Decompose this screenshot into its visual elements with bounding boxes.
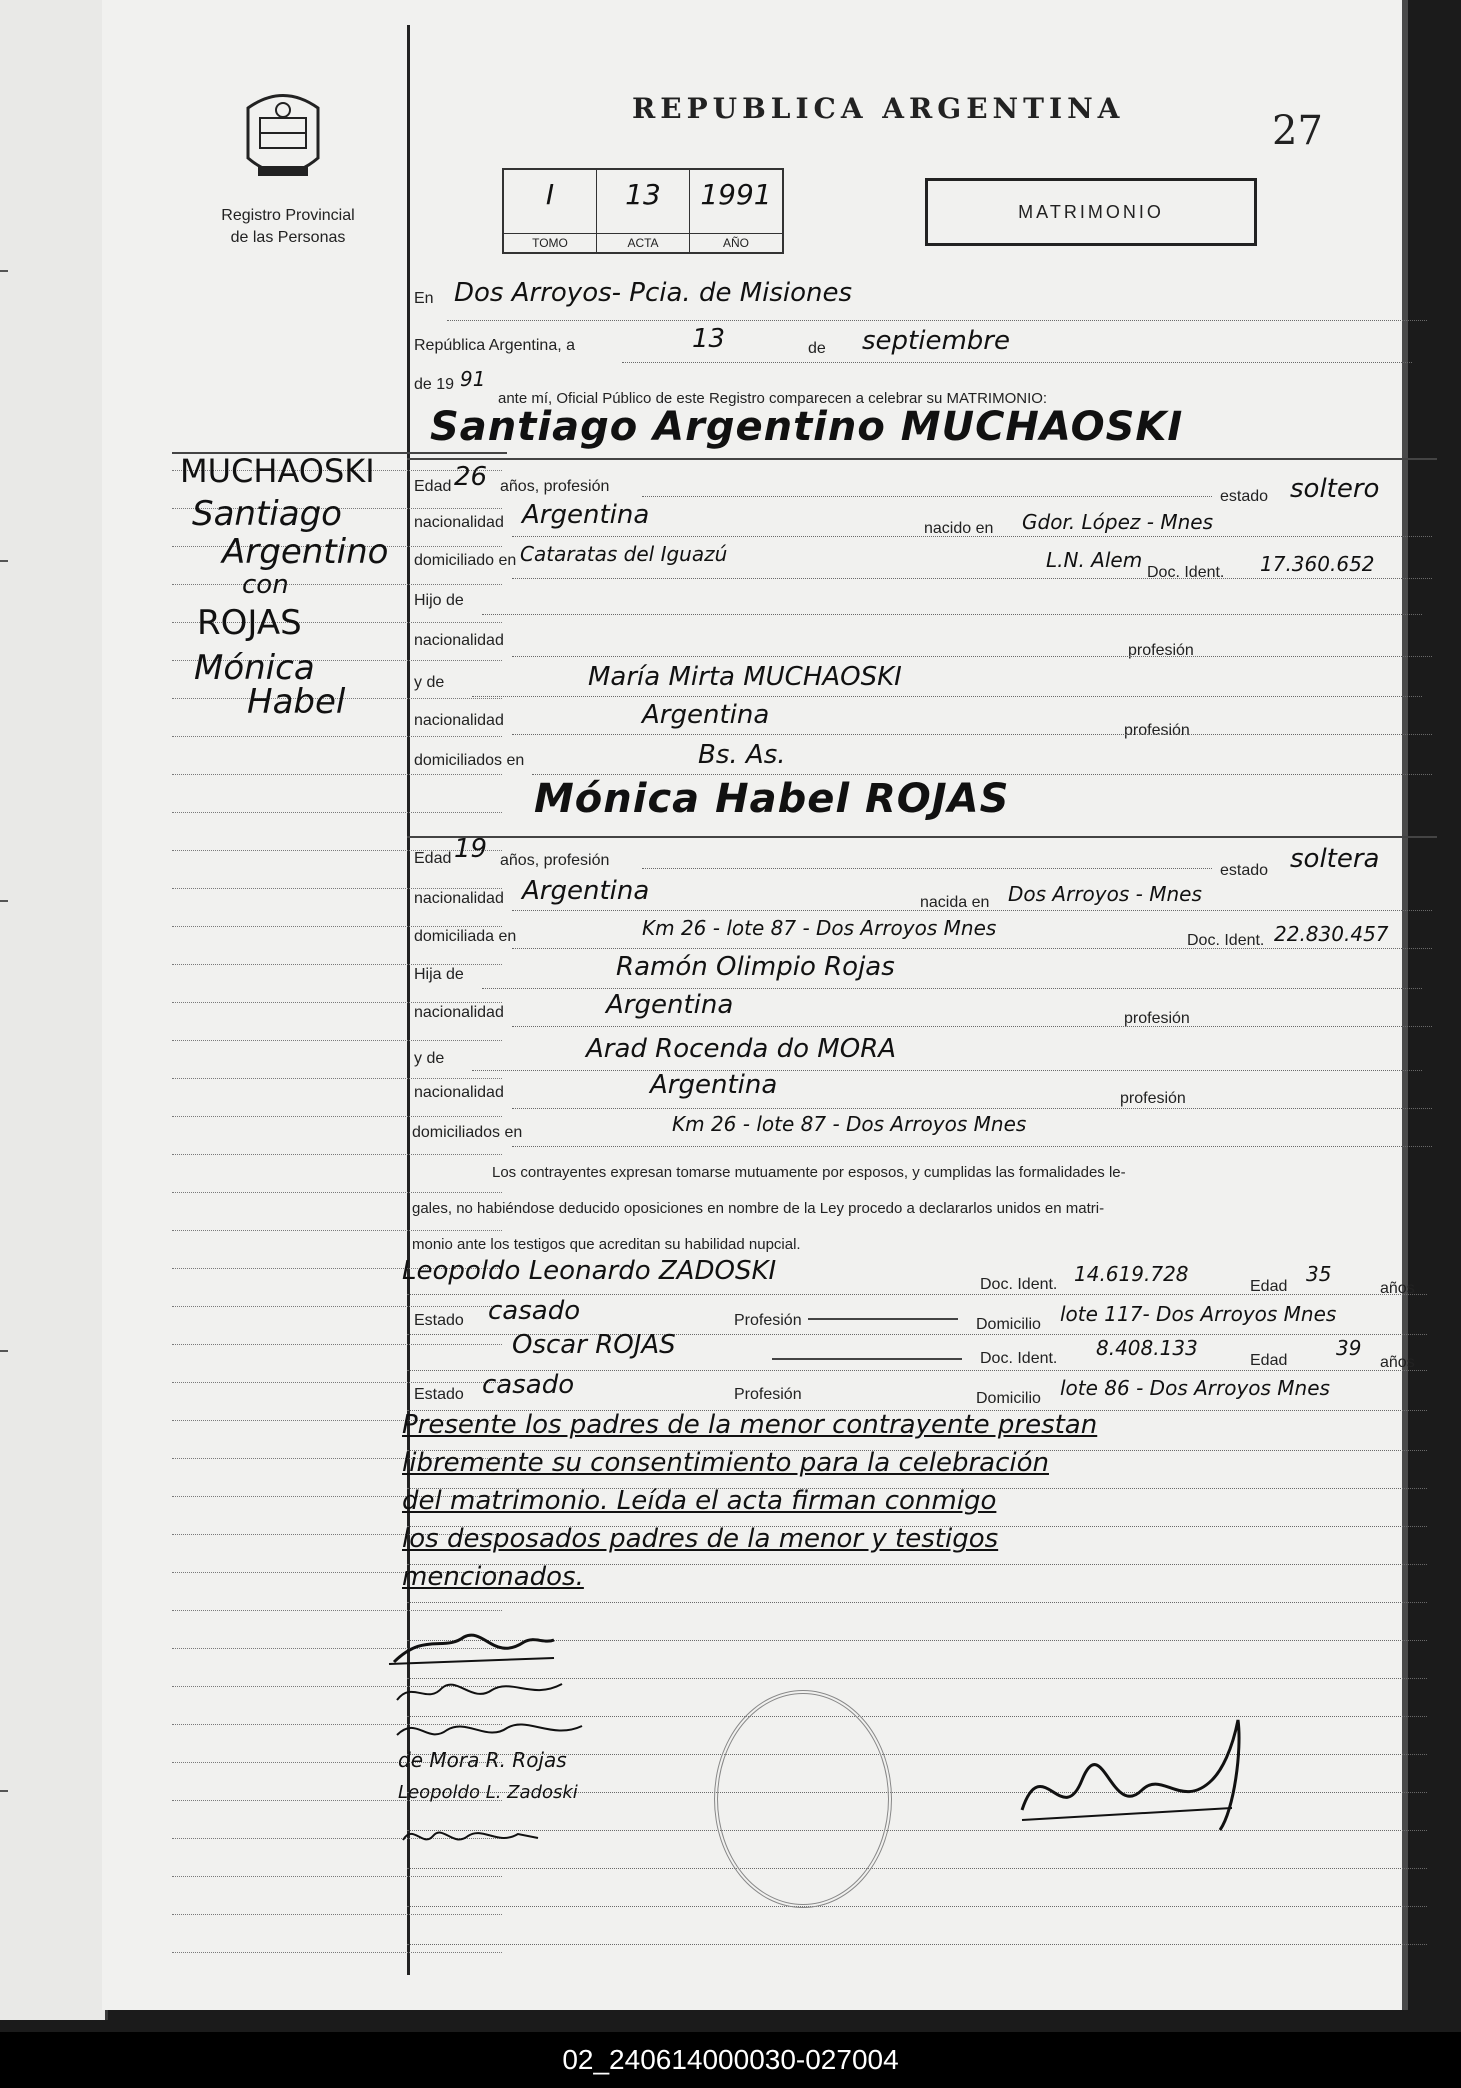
margin-rule: [172, 1876, 502, 1877]
rule: [472, 696, 1422, 697]
groom-mother-nac-label: nacionalidad: [414, 712, 504, 729]
groom-mother: María Mirta MUCHAOSKI: [588, 662, 902, 692]
bride-anos-profesion-label: años, profesión: [500, 852, 610, 869]
groom-edad: 26: [454, 462, 488, 492]
witness-1-estado: casado: [488, 1296, 581, 1326]
witness-2-edad-label: Edad: [1250, 1352, 1288, 1369]
witness-2-doc-label: Doc. Ident.: [980, 1350, 1058, 1367]
rule: [407, 1450, 1427, 1451]
ano-label: AÑO: [690, 233, 782, 250]
country-title: REPUBLICA ARGENTINA: [632, 92, 1125, 125]
witness-1-anos-label: años: [1380, 1280, 1415, 1297]
margin-rule: [172, 1344, 502, 1345]
bride-name-rule: [407, 836, 1437, 838]
bride-domiciliados-label: domiciliados en: [412, 1124, 523, 1141]
groom-name: Santiago Argentino MUCHAOSKI: [430, 404, 1184, 450]
groom-nacido-label: nacido en: [924, 520, 994, 537]
tomo-label: TOMO: [504, 233, 596, 250]
margin-rule: [172, 774, 502, 775]
groom-anos-profesion-label: años, profesión: [500, 478, 610, 495]
signature-text: Leopoldo L. Zadoski: [398, 1782, 578, 1803]
note-line: del matrimonio. Leída el acta firman conmigo: [402, 1486, 997, 1516]
bride-domiciliada-label: domiciliada en: [414, 928, 517, 945]
witness-1-doc: 14.619.728: [1074, 1262, 1189, 1286]
registry-name: [198, 205, 378, 249]
intro-statement: ante mí, Oficial Público de este Registro comparecen a celebrar su MATRIMONIO:: [498, 390, 1048, 407]
rule: [482, 614, 1422, 615]
note-line: libremente su consentimiento para la celebración: [402, 1448, 1049, 1478]
rule: [512, 1026, 1432, 1027]
bride-father: Ramón Olimpio Rojas: [616, 952, 895, 982]
day-value: 13: [692, 324, 726, 354]
witness-1-profesion-label: Profesión: [734, 1312, 802, 1329]
witness-2-domicilio-label: Domicilio: [976, 1390, 1041, 1407]
groom-domiciliado-label: domiciliado en: [414, 552, 517, 569]
bride-estado-label: estado: [1220, 862, 1269, 879]
signature-1: [384, 1622, 564, 1672]
groom-doc-label: Doc. Ident.: [1147, 564, 1225, 581]
rule: [512, 1146, 1432, 1147]
margin-rule: [172, 1914, 502, 1915]
record-number-box: [502, 168, 784, 254]
rule: [482, 988, 1422, 989]
bride-mother-nac-label: nacionalidad: [414, 1084, 504, 1101]
margin-rule: [172, 888, 502, 889]
page-number: 27: [1272, 108, 1323, 154]
groom-doc: 17.360.652: [1260, 552, 1375, 576]
groom-hijo-label: Hijo de: [414, 592, 464, 609]
place-value: Dos Arroyos- Pcia. de Misiones: [454, 278, 853, 308]
groom-estado: soltero: [1290, 474, 1380, 504]
groom-profesion-label: profesión: [1128, 642, 1194, 659]
bride-nacionalidad-label: nacionalidad: [414, 890, 504, 907]
witness-2-estado-label: Estado: [414, 1386, 464, 1403]
note-line: los desposados padres de la menor y testigos: [402, 1524, 999, 1554]
bride-nacionalidad: Argentina: [522, 876, 650, 906]
witness-1-domicilio: lote 117- Dos Arroyos Mnes: [1060, 1302, 1337, 1326]
bride-doc: 22.830.457: [1274, 922, 1389, 946]
registry-line1: Registro Provincial: [221, 207, 355, 224]
margin-rule: [172, 1002, 502, 1003]
witness-1-estado-label: Estado: [414, 1312, 464, 1329]
groom-yde-label: y de: [414, 674, 445, 691]
rule: [622, 362, 1412, 363]
bride-mother-nac: Argentina: [650, 1070, 778, 1100]
ano-cell: [690, 170, 782, 252]
witness-1-doc-label: Doc. Ident.: [980, 1276, 1058, 1293]
rule: [512, 578, 1432, 579]
witness-2-profesion-label: Profesión: [734, 1386, 802, 1403]
witness-1-domicilio-label: Domicilio: [976, 1316, 1041, 1333]
year-prefix: de 19: [414, 376, 455, 393]
rule: [407, 1868, 1427, 1869]
margin-name-line: con: [242, 570, 289, 600]
margin-rule: [172, 1230, 502, 1231]
declaration-line: Los contrayentes expresan tomarse mutuamente por esposos, y cumplidas las formalidades le-: [492, 1164, 1126, 1181]
witness-1-edad-label: Edad: [1250, 1278, 1288, 1295]
ano-value: 1991: [700, 178, 772, 211]
margin-rule: [172, 1306, 502, 1307]
witness-2-name-line: [772, 1358, 962, 1360]
de-label: de: [808, 340, 826, 357]
rule: [407, 1602, 1427, 1603]
signature-2: [392, 1670, 572, 1710]
margin-name-line: ROJAS: [197, 603, 302, 643]
groom-domicilio-extra: L.N. Alem: [1046, 548, 1143, 572]
groom-domicilio: Cataratas del Iguazú: [520, 542, 728, 566]
signature-4: [398, 1818, 548, 1852]
misiones-seal-icon: [238, 88, 328, 188]
groom-mother-profesion-label: profesión: [1124, 722, 1190, 739]
declaration-line: monio ante los testigos que acreditan su habilidad nupcial.: [412, 1236, 801, 1253]
bride-edad-label: Edad: [414, 850, 452, 867]
signature-3: [392, 1710, 592, 1750]
rule: [642, 868, 1212, 869]
note-line: mencionados.: [402, 1562, 584, 1592]
margin-name-line: Santiago: [192, 494, 342, 534]
bride-estado: soltera: [1290, 844, 1380, 874]
acta-label: ACTA: [597, 233, 689, 250]
groom-name-rule: [407, 458, 1437, 460]
margin-rule: [172, 1154, 502, 1155]
registry-line2: de las Personas: [230, 229, 346, 246]
declaration-line: gales, no habiéndose deducido oposiciones en nombre de la Ley procedo a declararlos unidos en matri-: [412, 1200, 1105, 1217]
witness-1-profesion-line: [808, 1318, 958, 1320]
margin-rule: [172, 926, 502, 927]
bride-yde-label: y de: [414, 1050, 445, 1067]
margin-rule: [172, 1610, 502, 1611]
rule: [407, 1944, 1427, 1945]
bride-parents-dom: Km 26 - lote 87 - Dos Arroyos Mnes: [672, 1112, 1027, 1136]
witness-2-domicilio: lote 86 - Dos Arroyos Mnes: [1060, 1376, 1330, 1400]
groom-parents-dom: Bs. As.: [698, 740, 786, 770]
tomo-cell: [504, 170, 597, 252]
official-signature: [1002, 1690, 1262, 1870]
rule: [472, 1070, 1422, 1071]
rule: [407, 1294, 1427, 1295]
rule: [512, 948, 1432, 949]
margin-rule: [172, 1192, 502, 1193]
groom-father-nac-label: nacionalidad: [414, 632, 504, 649]
rule: [512, 656, 1432, 657]
witness-2-edad: 39: [1336, 1336, 1362, 1360]
witness-2-name: Oscar ROJAS: [512, 1330, 676, 1360]
margin-rule: [172, 584, 502, 585]
witness-2-doc: 8.408.133: [1096, 1336, 1198, 1360]
book-spine-left-page: [0, 0, 108, 2020]
rule: [512, 734, 1432, 735]
rule: [447, 320, 1427, 321]
tomo-value: I: [545, 178, 555, 211]
margin-name-line: Argentino: [222, 532, 389, 572]
bride-nacida: Dos Arroyos - Mnes: [1008, 882, 1202, 906]
witness-1-edad: 35: [1306, 1262, 1332, 1286]
witness-2-estado: casado: [482, 1370, 575, 1400]
bride-name: Mónica Habel ROJAS: [534, 776, 1010, 822]
bride-hija-label: Hija de: [414, 966, 464, 983]
groom-mother-nac: Argentina: [642, 700, 770, 730]
republica-label: República Argentina, a: [414, 337, 575, 354]
margin-name-line: Mónica: [194, 648, 315, 688]
year-value: 91: [460, 367, 486, 391]
rule: [512, 910, 1432, 911]
groom-nacionalidad: Argentina: [522, 500, 650, 530]
bride-father-nac: Argentina: [606, 990, 734, 1020]
signature-text: de Mora R. Rojas: [398, 1748, 567, 1772]
acta-value: 13: [625, 178, 661, 211]
groom-domiciliados-label: domiciliados en: [414, 752, 525, 769]
groom-nacionalidad-label: nacionalidad: [414, 514, 504, 531]
bride-mother: Arad Rocenda do MORA: [586, 1034, 897, 1064]
margin-rule: [172, 1382, 502, 1383]
certificate-page: [102, 0, 1415, 2010]
rule: [407, 1526, 1427, 1527]
rule: [407, 1488, 1427, 1489]
rule: [642, 496, 1212, 497]
month-value: septiembre: [862, 326, 1010, 356]
rule: [407, 1564, 1427, 1565]
bride-nacida-label: nacida en: [920, 894, 990, 911]
bride-profesion-label: profesión: [1124, 1010, 1190, 1027]
witness-2-anos-label: años: [1380, 1354, 1415, 1371]
act-type-box: MATRIMONIO: [925, 178, 1257, 246]
rule: [532, 774, 1432, 775]
groom-estado-label: estado: [1220, 488, 1269, 505]
margin-rule: [172, 850, 502, 851]
rule: [512, 536, 1432, 537]
acta-cell: [597, 170, 690, 252]
witness-1-name: Leopoldo Leonardo ZADOSKI: [402, 1256, 777, 1286]
rule: [407, 1830, 1427, 1831]
bride-domicilio: Km 26 - lote 87 - Dos Arroyos Mnes: [642, 916, 997, 940]
bride-mother-profesion-label: profesión: [1120, 1090, 1186, 1107]
footer-id: 02_240614000030-027004: [0, 2032, 1461, 2088]
note-line: Presente los padres de la menor contrayente prestan: [402, 1410, 1098, 1440]
margin-rule: [172, 1116, 502, 1117]
margin-name-line: MUCHAOSKI: [180, 452, 375, 490]
groom-edad-label: Edad: [414, 478, 452, 495]
bride-doc-label: Doc. Ident.: [1187, 932, 1265, 949]
margin-rule: [172, 1952, 502, 1953]
margin-rule: [172, 812, 502, 813]
margin-rule: [172, 736, 502, 737]
en-label: En: [414, 290, 434, 307]
bride-edad: 19: [454, 834, 488, 864]
margin-name-line: Habel: [247, 682, 346, 722]
bride-father-nac-label: nacionalidad: [414, 1004, 504, 1021]
official-stamp: [714, 1690, 892, 1908]
margin-rule: [172, 964, 502, 965]
rule: [512, 1108, 1432, 1109]
margin-rule: [172, 1078, 502, 1079]
margin-rule: [172, 1040, 502, 1041]
rule: [407, 1906, 1427, 1907]
groom-nacido: Gdor. López - Mnes: [1022, 510, 1213, 534]
